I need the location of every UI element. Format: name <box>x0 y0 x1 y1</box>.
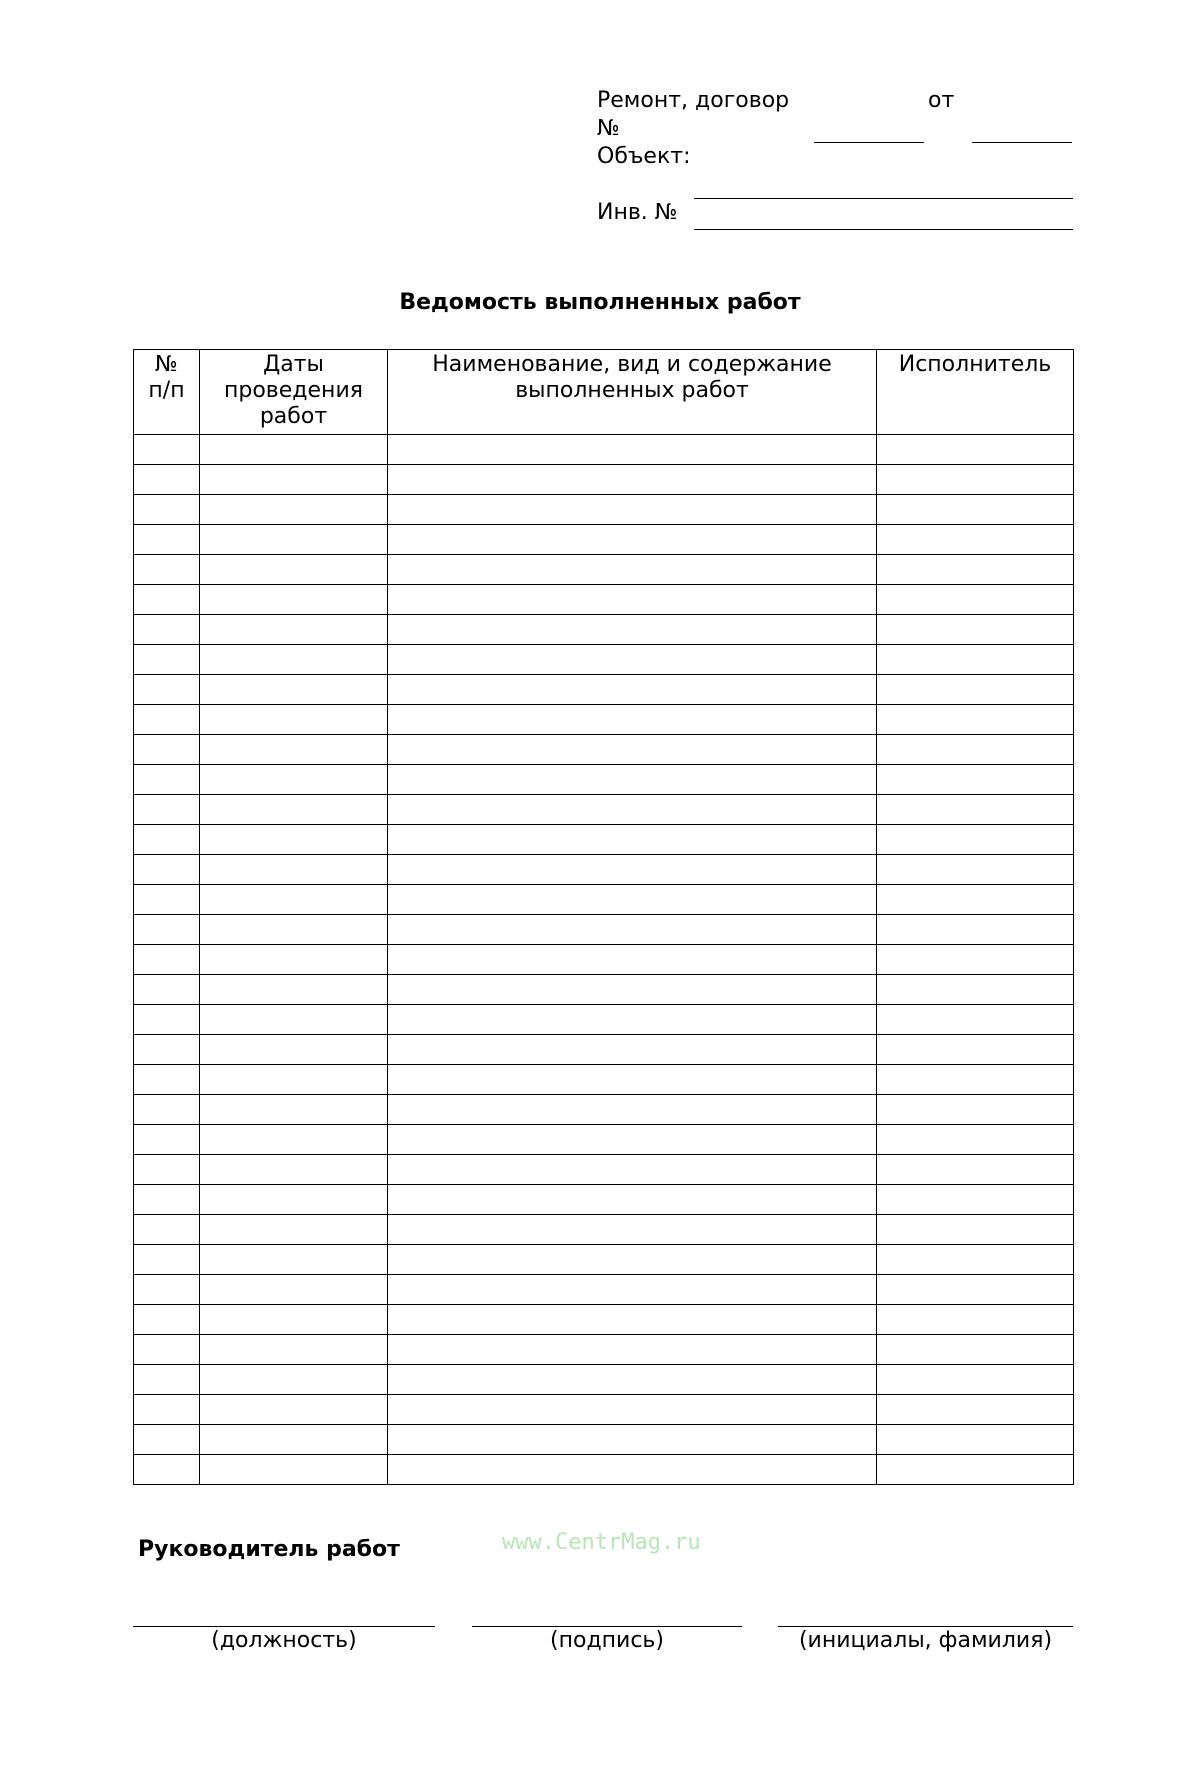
cell-description[interactable] <box>388 1095 877 1125</box>
cell-number[interactable] <box>134 645 200 675</box>
cell-dates[interactable] <box>200 1185 388 1215</box>
cell-dates[interactable] <box>200 1005 388 1035</box>
cell-executor[interactable] <box>877 1215 1074 1245</box>
cell-dates[interactable] <box>200 645 388 675</box>
cell-number[interactable] <box>134 1215 200 1245</box>
cell-executor[interactable] <box>877 735 1074 765</box>
cell-number[interactable] <box>134 1455 200 1485</box>
cell-number[interactable] <box>134 1305 200 1335</box>
document-title: Ведомость выполненных работ <box>399 290 801 315</box>
cell-dates[interactable] <box>200 435 388 465</box>
cell-dates[interactable] <box>200 1395 388 1425</box>
cell-dates[interactable] <box>200 1155 388 1185</box>
cell-executor[interactable] <box>877 525 1074 555</box>
cell-dates[interactable] <box>200 1455 388 1485</box>
cell-dates[interactable] <box>200 1245 388 1275</box>
signature-caption: (подпись) <box>550 1628 664 1653</box>
cell-number[interactable] <box>134 765 200 795</box>
cell-executor[interactable] <box>877 495 1074 525</box>
cell-dates[interactable] <box>200 885 388 915</box>
cell-number[interactable] <box>134 1395 200 1425</box>
cell-executor[interactable] <box>877 675 1074 705</box>
cell-executor[interactable] <box>877 1185 1074 1215</box>
cell-executor[interactable] <box>877 855 1074 885</box>
column-header-executor-label: Исполнитель <box>898 352 1052 377</box>
cell-number[interactable] <box>134 585 200 615</box>
cell-description[interactable] <box>388 765 877 795</box>
cell-executor[interactable] <box>877 915 1074 945</box>
cell-number[interactable] <box>134 915 200 945</box>
cell-executor[interactable] <box>877 1275 1074 1305</box>
table-row <box>134 945 1074 975</box>
cell-number[interactable] <box>134 1005 200 1035</box>
cell-description[interactable] <box>388 615 877 645</box>
cell-description[interactable] <box>388 885 877 915</box>
cell-number[interactable] <box>134 1095 200 1125</box>
chief-label: Руководитель работ <box>138 1537 400 1562</box>
table-row <box>134 1275 1074 1305</box>
cell-executor[interactable] <box>877 585 1074 615</box>
cell-number[interactable] <box>134 435 200 465</box>
name-caption: (инициалы, фамилия) <box>798 1628 1053 1653</box>
cell-number[interactable] <box>134 465 200 495</box>
cell-executor[interactable] <box>877 1155 1074 1185</box>
table-row <box>134 525 1074 555</box>
cell-dates[interactable] <box>200 975 388 1005</box>
inventory-number-field[interactable] <box>694 229 1073 230</box>
from-label: от <box>928 88 955 113</box>
cell-number[interactable] <box>134 1425 200 1455</box>
cell-executor[interactable] <box>877 1305 1074 1335</box>
cell-dates[interactable] <box>200 1305 388 1335</box>
cell-number[interactable] <box>134 1155 200 1185</box>
cell-description[interactable] <box>388 435 877 465</box>
cell-description[interactable] <box>388 825 877 855</box>
cell-dates[interactable] <box>200 1215 388 1245</box>
column-header-executor <box>877 350 1074 435</box>
table-row <box>134 555 1074 585</box>
cell-dates[interactable] <box>200 1335 388 1365</box>
cell-description[interactable] <box>388 705 877 735</box>
cell-description[interactable] <box>388 1065 877 1095</box>
table-row <box>134 825 1074 855</box>
table-row <box>134 1185 1074 1215</box>
cell-number[interactable] <box>134 1185 200 1215</box>
cell-dates[interactable] <box>200 855 388 885</box>
cell-number[interactable] <box>134 945 200 975</box>
cell-description[interactable] <box>388 555 877 585</box>
table-row <box>134 585 1074 615</box>
table-row <box>134 705 1074 735</box>
column-header-number-label: № п/п <box>148 352 185 403</box>
cell-dates[interactable] <box>200 675 388 705</box>
contract-date-field[interactable] <box>972 142 1072 143</box>
object-field[interactable] <box>694 198 1073 199</box>
column-header-dates <box>200 350 388 435</box>
cell-number[interactable] <box>134 1125 200 1155</box>
cell-executor[interactable] <box>877 975 1074 1005</box>
table-row <box>134 1005 1074 1035</box>
number-sign: № <box>597 116 620 141</box>
cell-number[interactable] <box>134 525 200 555</box>
cell-dates[interactable] <box>200 525 388 555</box>
cell-description[interactable] <box>388 1215 877 1245</box>
cell-description[interactable] <box>388 465 877 495</box>
cell-executor[interactable] <box>877 1005 1074 1035</box>
cell-executor[interactable] <box>877 465 1074 495</box>
cell-dates[interactable] <box>200 735 388 765</box>
table-row <box>134 1365 1074 1395</box>
cell-dates[interactable] <box>200 1125 388 1155</box>
table-row <box>134 495 1074 525</box>
cell-executor[interactable] <box>877 1365 1074 1395</box>
works-table-body <box>134 435 1074 1485</box>
cell-executor[interactable] <box>877 1425 1074 1455</box>
table-row <box>134 1065 1074 1095</box>
table-row <box>134 795 1074 825</box>
signature-field[interactable] <box>472 1626 742 1627</box>
position-caption: (должность) <box>211 1628 357 1653</box>
watermark: www.CentrMag.ru <box>502 1530 701 1555</box>
cell-executor[interactable] <box>877 705 1074 735</box>
cell-number[interactable] <box>134 1035 200 1065</box>
cell-number[interactable] <box>134 885 200 915</box>
column-header-number <box>134 350 200 435</box>
cell-description[interactable] <box>388 645 877 675</box>
column-header-description <box>388 350 877 435</box>
cell-number[interactable] <box>134 555 200 585</box>
cell-executor[interactable] <box>877 1065 1074 1095</box>
cell-dates[interactable] <box>200 915 388 945</box>
cell-executor[interactable] <box>877 765 1074 795</box>
column-header-description-label: Наименование, вид и содержание выполненных работ <box>432 352 832 403</box>
inventory-label: Инв. № <box>597 200 678 225</box>
table-row <box>134 855 1074 885</box>
cell-executor[interactable] <box>877 1335 1074 1365</box>
cell-number[interactable] <box>134 705 200 735</box>
cell-dates[interactable] <box>200 1425 388 1455</box>
cell-description[interactable] <box>388 525 877 555</box>
table-row <box>134 645 1074 675</box>
cell-description[interactable] <box>388 1245 877 1275</box>
cell-description[interactable] <box>388 585 877 615</box>
cell-description[interactable] <box>388 495 877 525</box>
table-row <box>134 1305 1074 1335</box>
cell-dates[interactable] <box>200 795 388 825</box>
cell-number[interactable] <box>134 495 200 525</box>
cell-executor[interactable] <box>877 1125 1074 1155</box>
table-row <box>134 1245 1074 1275</box>
cell-executor[interactable] <box>877 1035 1074 1065</box>
table-row <box>134 435 1074 465</box>
cell-dates[interactable] <box>200 495 388 525</box>
repair-contract-label: Ремонт, договор <box>597 88 790 113</box>
cell-description[interactable] <box>388 855 877 885</box>
cell-dates[interactable] <box>200 555 388 585</box>
cell-number[interactable] <box>134 1365 200 1395</box>
cell-dates[interactable] <box>200 1065 388 1095</box>
table-header-row <box>134 350 1074 435</box>
cell-description[interactable] <box>388 1365 877 1395</box>
cell-executor[interactable] <box>877 1245 1074 1275</box>
cell-executor[interactable] <box>877 555 1074 585</box>
cell-dates[interactable] <box>200 1275 388 1305</box>
cell-executor[interactable] <box>877 945 1074 975</box>
table-row <box>134 1095 1074 1125</box>
cell-description[interactable] <box>388 1185 877 1215</box>
table-row <box>134 1035 1074 1065</box>
table-row <box>134 1155 1074 1185</box>
column-header-dates-label: Даты проведения работ <box>224 352 363 429</box>
cell-description[interactable] <box>388 795 877 825</box>
name-field[interactable] <box>778 1626 1073 1627</box>
table-row <box>134 465 1074 495</box>
cell-dates[interactable] <box>200 615 388 645</box>
table-row <box>134 1335 1074 1365</box>
cell-description[interactable] <box>388 945 877 975</box>
cell-dates[interactable] <box>200 465 388 495</box>
cell-executor[interactable] <box>877 1395 1074 1425</box>
position-field[interactable] <box>133 1626 435 1627</box>
table-row <box>134 1425 1074 1455</box>
cell-description[interactable] <box>388 675 877 705</box>
object-label: Объект: <box>597 144 691 169</box>
cell-dates[interactable] <box>200 705 388 735</box>
cell-number[interactable] <box>134 1245 200 1275</box>
cell-executor[interactable] <box>877 1095 1074 1125</box>
cell-description[interactable] <box>388 1125 877 1155</box>
cell-number[interactable] <box>134 675 200 705</box>
cell-description[interactable] <box>388 1005 877 1035</box>
table-row <box>134 1215 1074 1245</box>
cell-executor[interactable] <box>877 1455 1074 1485</box>
cell-dates[interactable] <box>200 1035 388 1065</box>
cell-executor[interactable] <box>877 885 1074 915</box>
cell-description[interactable] <box>388 1455 877 1485</box>
cell-description[interactable] <box>388 735 877 765</box>
cell-number[interactable] <box>134 1335 200 1365</box>
cell-executor[interactable] <box>877 615 1074 645</box>
cell-dates[interactable] <box>200 825 388 855</box>
cell-number[interactable] <box>134 735 200 765</box>
cell-number[interactable] <box>134 795 200 825</box>
cell-number[interactable] <box>134 1065 200 1095</box>
cell-number[interactable] <box>134 1275 200 1305</box>
table-row <box>134 885 1074 915</box>
contract-number-field[interactable] <box>814 142 924 143</box>
cell-dates[interactable] <box>200 765 388 795</box>
cell-executor[interactable] <box>877 825 1074 855</box>
cell-executor[interactable] <box>877 645 1074 675</box>
cell-description[interactable] <box>388 1155 877 1185</box>
cell-dates[interactable] <box>200 1095 388 1125</box>
cell-dates[interactable] <box>200 945 388 975</box>
table-row <box>134 1455 1074 1485</box>
table-row <box>134 615 1074 645</box>
table-row <box>134 675 1074 705</box>
table-row <box>134 1125 1074 1155</box>
cell-description[interactable] <box>388 915 877 945</box>
cell-executor[interactable] <box>877 435 1074 465</box>
cell-executor[interactable] <box>877 795 1074 825</box>
cell-description[interactable] <box>388 1395 877 1425</box>
table-row <box>134 1395 1074 1425</box>
table-row <box>134 765 1074 795</box>
table-row <box>134 975 1074 1005</box>
works-table <box>133 349 1074 1485</box>
cell-dates[interactable] <box>200 585 388 615</box>
cell-description[interactable] <box>388 1035 877 1065</box>
table-row <box>134 915 1074 945</box>
cell-description[interactable] <box>388 1275 877 1305</box>
cell-description[interactable] <box>388 975 877 1005</box>
table-row <box>134 735 1074 765</box>
cell-number[interactable] <box>134 615 200 645</box>
cell-number[interactable] <box>134 855 200 885</box>
cell-description[interactable] <box>388 1335 877 1365</box>
cell-description[interactable] <box>388 1425 877 1455</box>
cell-number[interactable] <box>134 975 200 1005</box>
cell-dates[interactable] <box>200 1365 388 1395</box>
cell-description[interactable] <box>388 1305 877 1335</box>
cell-number[interactable] <box>134 825 200 855</box>
